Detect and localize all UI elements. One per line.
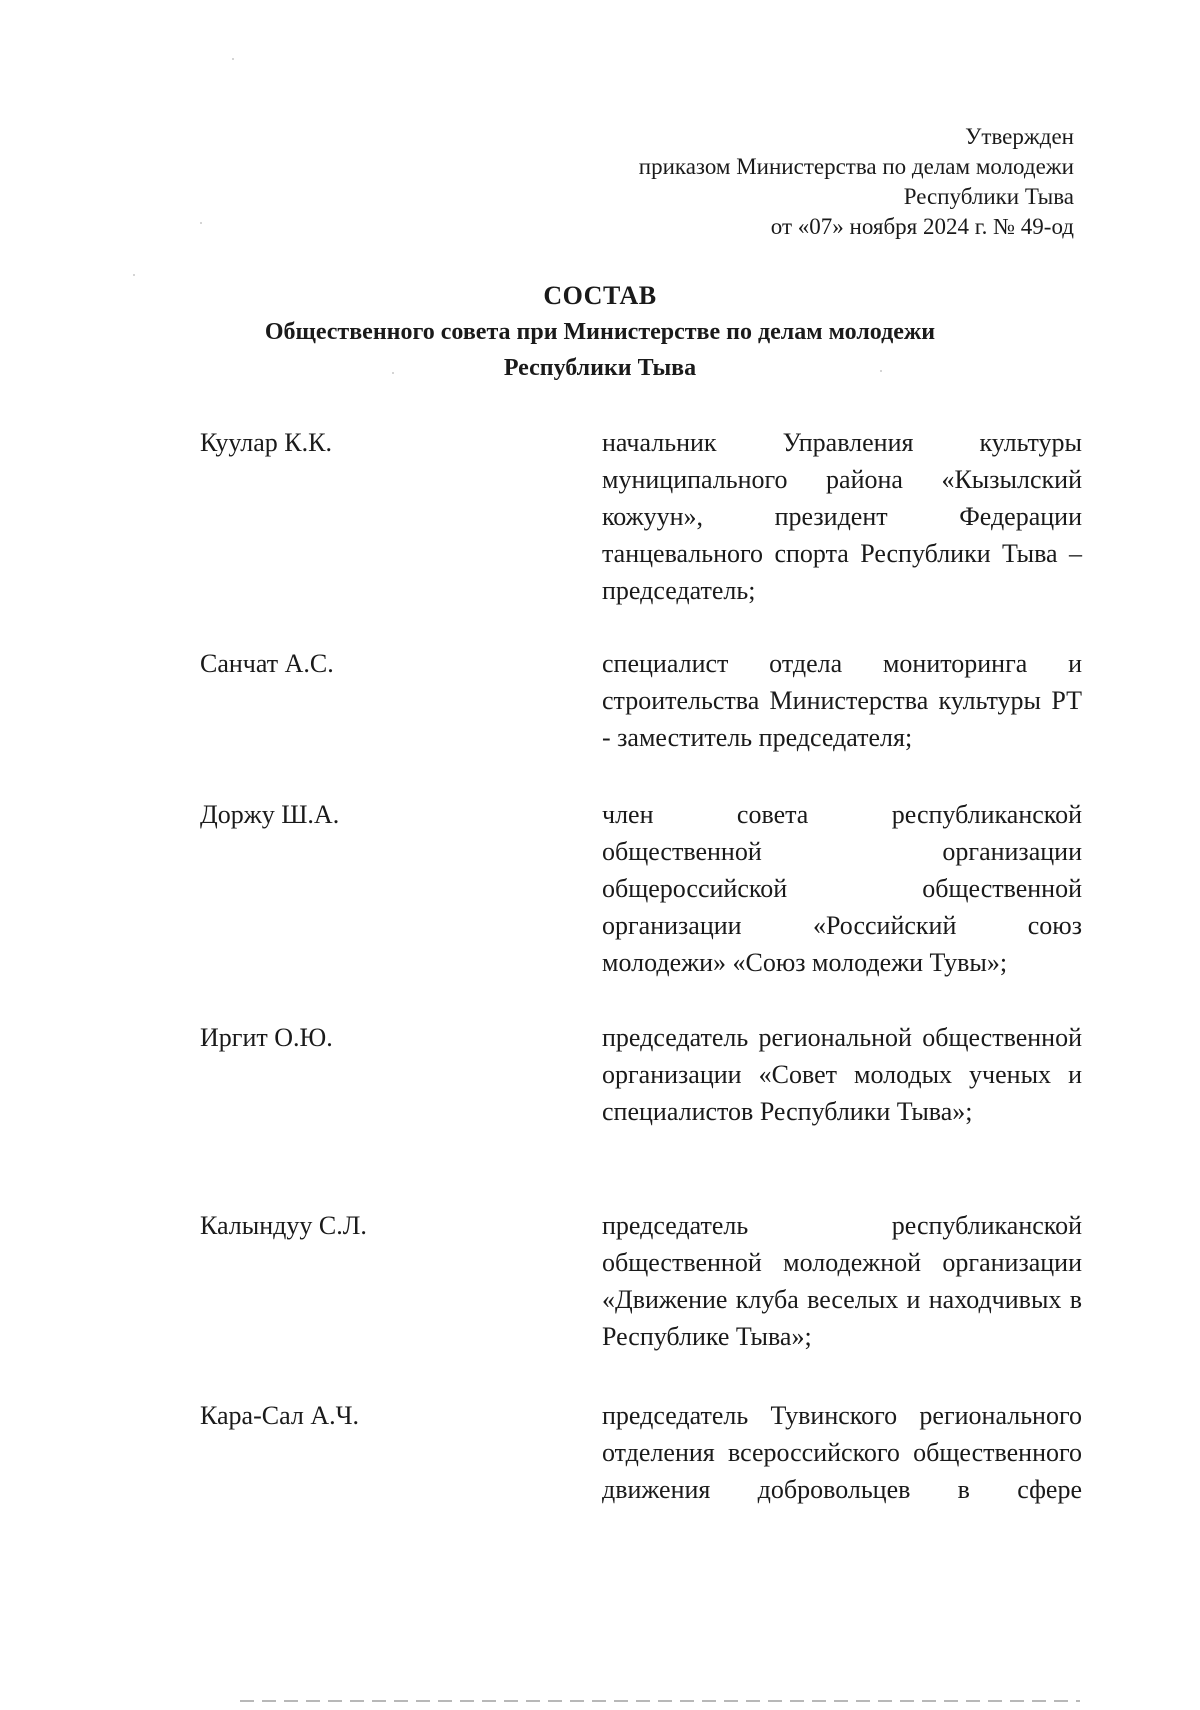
approval-order-date: от «07» ноября 2024 г. № 49-од [770, 214, 1074, 239]
document-subtitle: Республики Тыва [503, 355, 697, 381]
approval-line: Утвержден [965, 124, 1074, 149]
member-role: председатель Тувинского регионального отделения всероссийского общественного движения добровольцев в сфере [602, 1401, 1082, 1504]
scan-bottom-edge [240, 1700, 1080, 1702]
member-role: председатель региональной общественной организации «Совет молодых ученых и специалистов Республики Тыва»; [602, 1023, 1082, 1126]
member-role: специалист отдела мониторинга и строительства Министерства культуры РТ - заместитель председателя; [602, 649, 1082, 752]
scan-speck [392, 372, 394, 374]
scan-speck [232, 58, 234, 60]
member-role: начальник Управления культуры муниципального района «Кызылский кожуун», президент Федерации танцевального спорта Республики Тыва – председатель; [602, 428, 1082, 605]
document-heading [0, 278, 1200, 386]
scan-speck [200, 222, 202, 224]
member-name: Куулар К.К. [200, 428, 332, 457]
member-name: Кара-Сал А.Ч. [200, 1401, 359, 1430]
approval-stamp-block [639, 122, 1074, 242]
member-name: Калындуу С.Л. [200, 1211, 367, 1240]
scan-speck [133, 274, 135, 276]
member-name: Санчат А.С. [200, 649, 334, 678]
document-subtitle: Общественного совета при Министерстве по делам молодежи [264, 319, 936, 345]
scan-speck [880, 370, 882, 372]
member-name: Доржу Ш.А. [200, 800, 340, 829]
member-name: Иргит О.Ю. [200, 1023, 333, 1052]
member-role: председатель республиканской общественной молодежной организации «Движение клуба веселых и находчивых в Республике Тыва»; [602, 1211, 1082, 1351]
member-role: член совета республиканской общественной организации общероссийской общественной организации «Российский союз молодежи» «Союз молодежи Тувы»; [602, 800, 1082, 977]
approval-line: приказом Министерства по делам молодежи [638, 154, 1074, 179]
document-title: СОСТАВ [543, 281, 657, 310]
approval-line: Республики Тыва [903, 184, 1074, 209]
